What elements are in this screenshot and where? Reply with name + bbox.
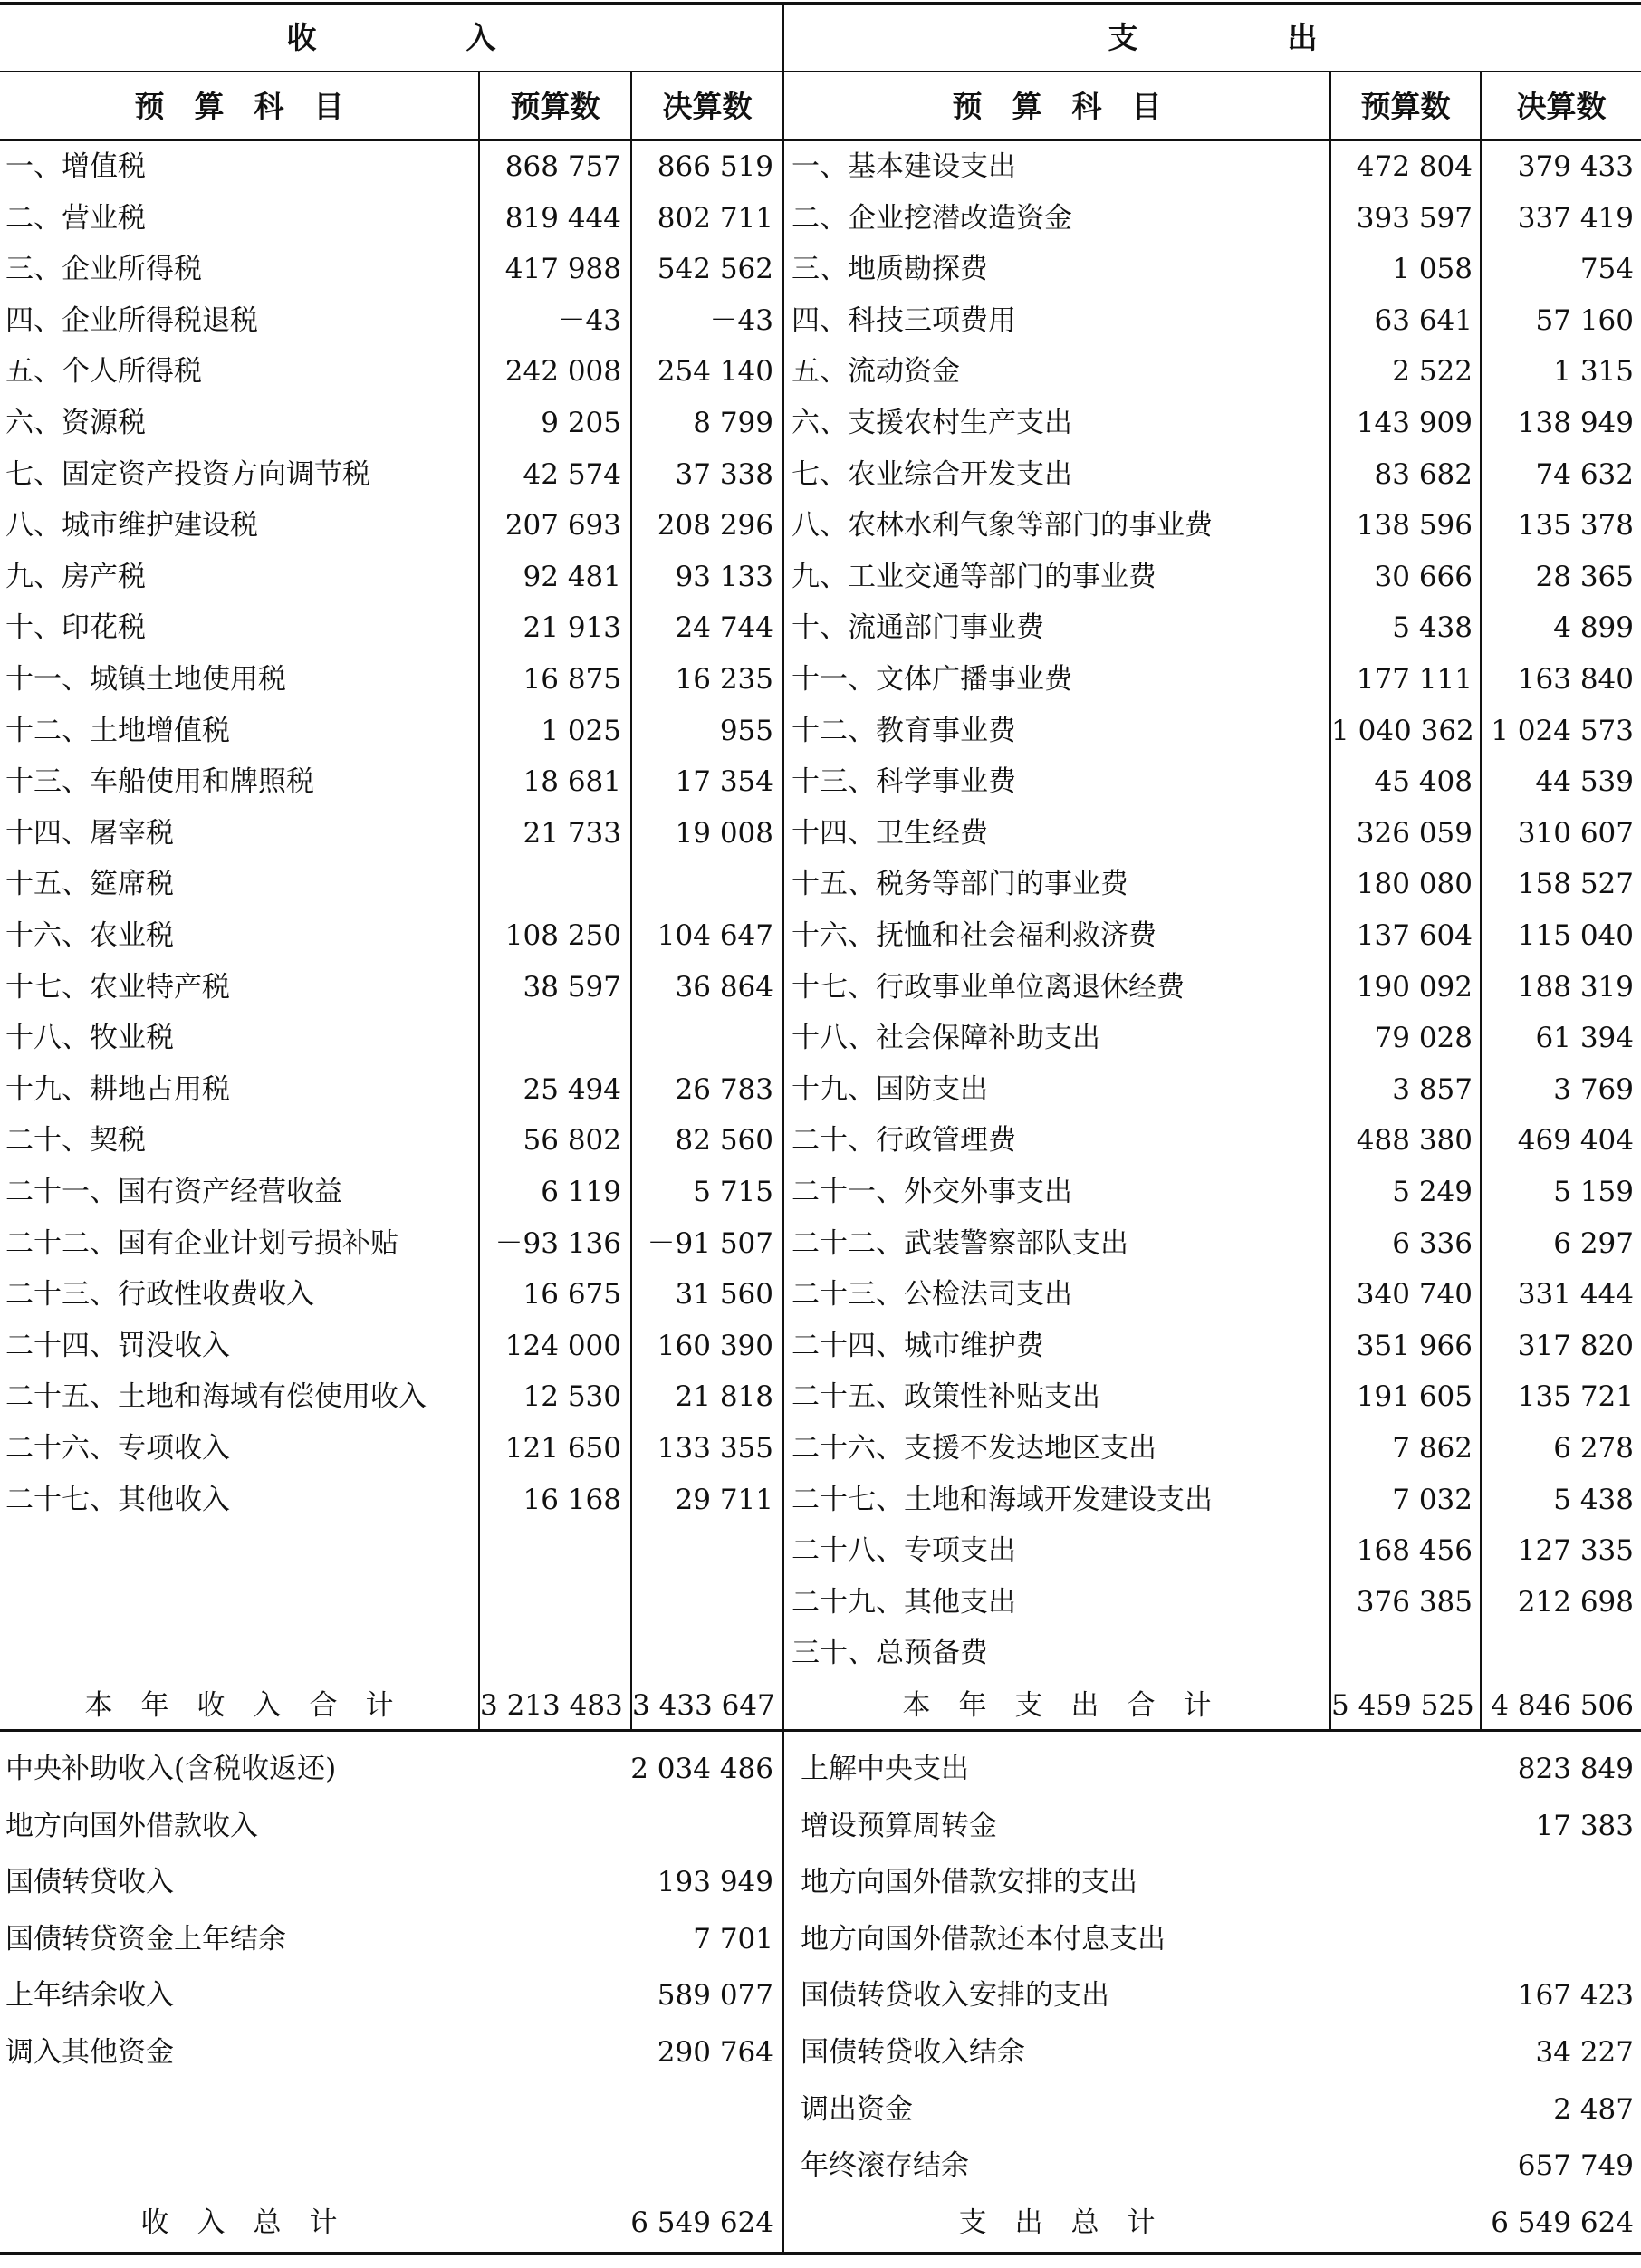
expense-row-final: 469 404 xyxy=(1517,1124,1634,1157)
expense-row-budget: 1 058 xyxy=(1392,253,1473,285)
expense-row-budget: 472 804 xyxy=(1356,150,1473,183)
expense-grand-total-label: 支 出 总 计 xyxy=(958,2206,1156,2239)
income-row-final: 160 390 xyxy=(657,1330,773,1362)
income-extra-item: 地方向国外借款收入 xyxy=(5,1810,258,1842)
expense-row-item: 八、农林水利气象等部门的事业费 xyxy=(792,509,1213,542)
income-row-item: 七、固定资产投资方向调节税 xyxy=(5,458,370,491)
expense-grand-total-value: 6 549 624 xyxy=(1491,2206,1634,2239)
expense-row-budget: 6 336 xyxy=(1392,1227,1473,1260)
income-extra-value: 589 077 xyxy=(657,1979,773,2012)
expense-row-final: 6 297 xyxy=(1553,1227,1634,1260)
income-item-header: 预 算 科 目 xyxy=(134,89,344,124)
income-row-item: 十二、土地增值税 xyxy=(5,715,230,747)
expense-row-budget: 83 682 xyxy=(1374,458,1473,491)
income-row-budget xyxy=(480,1577,621,1628)
expense-row-item: 十六、抚恤和社会福利救济费 xyxy=(792,919,1156,952)
expense-row-final: 310 607 xyxy=(1517,817,1634,850)
expense-row-final: 135 721 xyxy=(1517,1380,1634,1413)
income-extra-value: 193 949 xyxy=(657,1866,773,1898)
income-row-item: 九、房产税 xyxy=(5,561,146,593)
expense-row-final: 337 419 xyxy=(1517,202,1634,235)
expense-row-budget: 30 666 xyxy=(1374,561,1473,593)
income-row-item: 十四、屠宰税 xyxy=(5,817,174,850)
income-row-item xyxy=(5,1525,476,1576)
expense-row-final: 74 632 xyxy=(1535,458,1634,491)
income-row-item: 二十七、其他收入 xyxy=(5,1484,230,1516)
income-row-final: 5 715 xyxy=(693,1176,773,1208)
expense-subtotal-label: 本 年 支 出 合 计 xyxy=(902,1689,1212,1722)
expense-row-final: 1 315 xyxy=(1553,355,1634,388)
expense-extra-value: 167 423 xyxy=(1517,1979,1634,2012)
income-row-budget: 16 675 xyxy=(523,1278,621,1311)
expense-extra-value xyxy=(1331,1857,1634,1908)
income-row-item: 六、资源税 xyxy=(5,407,146,439)
income-extra-value xyxy=(480,1801,773,1851)
income-row-final: 8 799 xyxy=(693,407,773,439)
expense-row-budget: 1 040 362 xyxy=(1331,715,1474,747)
income-row-budget: 207 693 xyxy=(504,509,621,542)
income-row-item xyxy=(5,1577,476,1628)
expense-row-item: 二十七、土地和海域开发建设支出 xyxy=(792,1484,1213,1516)
income-extra-value: 7 701 xyxy=(693,1923,773,1956)
income-subtotal-budget: 3 213 483 xyxy=(480,1689,623,1722)
income-row-budget: 819 444 xyxy=(504,202,621,235)
income-row-budget: 242 008 xyxy=(504,355,621,388)
expense-row-item: 二十九、其他支出 xyxy=(792,1586,1016,1619)
income-row-item: 十一、城镇土地使用税 xyxy=(5,663,286,696)
expense-extra-item: 增设预算周转金 xyxy=(801,1810,997,1842)
income-row-budget: 121 650 xyxy=(504,1432,621,1465)
income-grand-total-label: 收 入 总 计 xyxy=(140,2206,338,2239)
expense-row-item: 三十、总预备费 xyxy=(792,1637,988,1669)
income-row-budget: 56 802 xyxy=(523,1124,621,1157)
expense-row-budget: 5 438 xyxy=(1392,611,1473,644)
expense-row-item: 三、地质勘探费 xyxy=(792,253,988,285)
expense-row-budget: 340 740 xyxy=(1356,1278,1473,1311)
income-row-item: 二十一、国有资产经营收益 xyxy=(5,1176,342,1208)
expense-row-budget: 45 408 xyxy=(1374,765,1473,798)
expense-extra-value xyxy=(1331,1914,1634,1965)
income-row-final xyxy=(632,1525,773,1576)
income-row-budget: 9 205 xyxy=(541,407,621,439)
income-extra-item xyxy=(5,2140,476,2191)
expense-row-item: 十、流通部门事业费 xyxy=(792,611,1044,644)
income-row-item: 二十、契税 xyxy=(5,1124,146,1157)
income-row-item: 四、企业所得税退税 xyxy=(5,304,258,337)
expense-section-title: 支 出 xyxy=(1108,20,1318,55)
expense-row-final: 57 160 xyxy=(1535,304,1634,337)
income-row-budget: －43 xyxy=(557,304,621,337)
expense-row-final: 115 040 xyxy=(1517,919,1634,952)
income-row-item: 二十六、专项收入 xyxy=(5,1432,230,1465)
income-row-final: 17 354 xyxy=(675,765,773,798)
expense-row-budget: 3 857 xyxy=(1392,1073,1473,1106)
income-row-final: 93 133 xyxy=(675,561,773,593)
expense-row-item: 十七、行政事业单位离退休经费 xyxy=(792,971,1185,1004)
expense-row-final: 212 698 xyxy=(1517,1586,1634,1619)
income-extra-item: 国债转贷收入 xyxy=(5,1866,174,1898)
income-row-budget xyxy=(480,1013,621,1063)
income-row-item: 五、个人所得税 xyxy=(5,355,202,388)
expense-row-budget: 5 249 xyxy=(1392,1176,1473,1208)
expense-extra-item: 年终滚存结余 xyxy=(801,2149,969,2182)
expense-extra-item: 上解中央支出 xyxy=(801,1753,969,1785)
income-row-final: 26 783 xyxy=(675,1073,773,1106)
expense-budget-header: 预算数 xyxy=(1360,89,1451,124)
income-row-budget: 16 168 xyxy=(523,1484,621,1516)
expense-row-budget: 7 862 xyxy=(1392,1432,1473,1465)
top-rule xyxy=(0,2,1641,5)
income-row-item: 十五、筵席税 xyxy=(5,868,174,900)
income-row-item: 十七、农业特产税 xyxy=(5,971,230,1004)
expense-row-budget: 393 597 xyxy=(1356,202,1473,235)
income-row-budget: 417 988 xyxy=(504,253,621,285)
expense-row-item: 二十三、公检法司支出 xyxy=(792,1278,1072,1311)
expense-row-budget: 2 522 xyxy=(1392,355,1473,388)
expense-row-budget: 351 966 xyxy=(1356,1330,1473,1362)
expense-extra-item: 调出资金 xyxy=(801,2093,913,2126)
expense-extra-value: 34 227 xyxy=(1535,2036,1634,2069)
expense-extra-value: 823 849 xyxy=(1517,1753,1634,1785)
income-row-budget: 18 681 xyxy=(523,765,621,798)
expense-row-item: 十四、卫生经费 xyxy=(792,817,988,850)
expense-row-budget: 177 111 xyxy=(1356,663,1473,696)
income-row-final xyxy=(632,859,773,909)
expense-row-budget: 63 641 xyxy=(1374,304,1473,337)
income-row-item: 十九、耕地占用税 xyxy=(5,1073,230,1106)
expense-row-final: 754 xyxy=(1579,253,1634,285)
income-extra-value: 290 764 xyxy=(657,2036,773,2069)
income-row-budget: 124 000 xyxy=(504,1330,621,1362)
expense-row-budget: 326 059 xyxy=(1356,817,1473,850)
income-row-final: 21 818 xyxy=(675,1380,773,1413)
income-subtotal-label: 本 年 收 入 合 计 xyxy=(84,1689,394,1722)
income-row-final: 24 744 xyxy=(675,611,773,644)
expense-row-budget: 168 456 xyxy=(1356,1534,1473,1567)
expense-row-item: 五、流动资金 xyxy=(792,355,960,388)
income-row-item: 十、印花税 xyxy=(5,611,146,644)
income-row-final: 19 008 xyxy=(675,817,773,850)
expense-row-item: 九、工业交通等部门的事业费 xyxy=(792,561,1156,593)
income-row-budget: －93 136 xyxy=(494,1227,621,1260)
income-row-final: 29 711 xyxy=(675,1484,773,1516)
income-row-budget: 21 913 xyxy=(523,611,621,644)
expense-row-budget: 138 596 xyxy=(1356,509,1473,542)
expense-row-final: 28 365 xyxy=(1535,561,1634,593)
expense-row-budget: 376 385 xyxy=(1356,1586,1473,1619)
expense-row-item: 七、农业综合开发支出 xyxy=(792,458,1072,491)
expense-extra-item: 地方向国外借款安排的支出 xyxy=(801,1866,1137,1898)
income-extra-value: 2 034 486 xyxy=(630,1753,773,1785)
income-row-final: 866 519 xyxy=(657,150,773,183)
income-extra-item: 上年结余收入 xyxy=(5,1979,174,2012)
expense-row-item: 二十二、武装警察部队支出 xyxy=(792,1227,1128,1260)
income-row-final: 254 140 xyxy=(657,355,773,388)
expense-row-item: 二十、行政管理费 xyxy=(792,1124,1016,1157)
income-row-item: 二、营业税 xyxy=(5,202,146,235)
income-row-item: 二十三、行政性收费收入 xyxy=(5,1278,314,1311)
income-row-budget: 1 025 xyxy=(541,715,621,747)
income-row-item: 十六、农业税 xyxy=(5,919,174,952)
income-row-final xyxy=(632,1577,773,1628)
income-final-header: 决算数 xyxy=(662,89,753,124)
expense-extra-value: 2 487 xyxy=(1553,2093,1634,2126)
income-row-final xyxy=(632,1013,773,1063)
bottom-rule xyxy=(0,2252,1641,2255)
expense-row-item: 十二、教育事业费 xyxy=(792,715,1016,747)
expense-row-item: 二、企业挖潜改造资金 xyxy=(792,202,1072,235)
expense-row-final: 61 394 xyxy=(1535,1022,1634,1054)
income-row-budget xyxy=(480,1628,621,1678)
expense-extra-item: 国债转贷收入结余 xyxy=(801,2036,1025,2069)
expense-row-final: 1 024 573 xyxy=(1491,715,1634,747)
income-row-final: 36 864 xyxy=(675,971,773,1004)
income-row-budget xyxy=(480,859,621,909)
income-row-item: 三、企业所得税 xyxy=(5,253,202,285)
income-row-budget: 25 494 xyxy=(523,1073,621,1106)
expense-row-budget: 180 080 xyxy=(1356,868,1473,900)
expense-row-budget: 137 604 xyxy=(1356,919,1473,952)
expense-row-budget: 488 380 xyxy=(1356,1124,1473,1157)
income-grand-total-value: 6 549 624 xyxy=(630,2206,773,2239)
income-row-final: 802 711 xyxy=(657,202,773,235)
income-row-final: 104 647 xyxy=(657,919,773,952)
expense-subtotal-final: 4 846 506 xyxy=(1491,1689,1634,1722)
income-row-budget: 42 574 xyxy=(523,458,621,491)
expense-row-final: 188 319 xyxy=(1517,971,1634,1004)
income-extra-value xyxy=(480,2140,773,2191)
expense-row-final: 138 949 xyxy=(1517,407,1634,439)
income-row-budget: 868 757 xyxy=(504,150,621,183)
expense-row-item: 四、科技三项费用 xyxy=(792,304,1016,337)
income-row-item: 十八、牧业税 xyxy=(5,1022,174,1054)
expense-row-item: 二十一、外交外事支出 xyxy=(792,1176,1072,1208)
expense-row-final: 135 378 xyxy=(1517,509,1634,542)
income-row-item: 二十五、土地和海域有偿使用收入 xyxy=(5,1380,427,1413)
expense-row-final: 331 444 xyxy=(1517,1278,1634,1311)
income-row-item: 一、增值税 xyxy=(5,150,146,183)
expense-row-item: 一、基本建设支出 xyxy=(792,150,1016,183)
expense-row-item: 十三、科学事业费 xyxy=(792,765,1016,798)
expense-row-final: 4 899 xyxy=(1553,611,1634,644)
expense-row-final: 6 278 xyxy=(1553,1432,1634,1465)
income-row-final: 955 xyxy=(719,715,773,747)
expense-row-final: 127 335 xyxy=(1517,1534,1634,1567)
expense-row-item: 六、支援农村生产支出 xyxy=(792,407,1072,439)
income-row-final: －43 xyxy=(709,304,773,337)
expense-row-item: 十五、税务等部门的事业费 xyxy=(792,868,1128,900)
expense-item-header: 预 算 科 目 xyxy=(952,89,1162,124)
income-row-item xyxy=(5,1628,476,1678)
income-row-budget: 38 597 xyxy=(523,971,621,1004)
income-budget-header: 预算数 xyxy=(510,89,600,124)
expense-extra-value: 17 383 xyxy=(1535,1810,1634,1842)
income-extra-item: 调入其他资金 xyxy=(5,2036,174,2069)
income-row-final xyxy=(632,1628,773,1678)
income-row-budget: 21 733 xyxy=(523,817,621,850)
expense-row-budget: 190 092 xyxy=(1356,971,1473,1004)
section-header-rule xyxy=(0,71,1641,72)
income-row-item: 二十二、国有企业计划亏损补贴 xyxy=(5,1227,398,1260)
income-row-budget: 6 119 xyxy=(541,1176,621,1208)
expense-row-budget xyxy=(1331,1628,1473,1678)
income-row-final: 133 355 xyxy=(657,1432,773,1465)
expense-final-header: 决算数 xyxy=(1516,89,1607,124)
income-row-final: 31 560 xyxy=(675,1278,773,1311)
center-divider xyxy=(782,4,784,2254)
expense-extra-item: 地方向国外借款还本付息支出 xyxy=(801,1923,1166,1956)
expense-row-item: 二十八、专项支出 xyxy=(792,1534,1016,1567)
expense-row-final: 163 840 xyxy=(1517,663,1634,696)
expense-row-item: 二十六、支援不发达地区支出 xyxy=(792,1432,1156,1465)
income-row-item: 二十四、罚没收入 xyxy=(5,1330,230,1362)
expense-row-item: 十八、社会保障补助支出 xyxy=(792,1022,1100,1054)
expense-row-item: 二十四、城市维护费 xyxy=(792,1330,1044,1362)
expense-row-item: 二十五、政策性补贴支出 xyxy=(792,1380,1100,1413)
expense-extra-item: 国债转贷收入安排的支出 xyxy=(801,1979,1109,2012)
expense-row-item: 十九、国防支出 xyxy=(792,1073,988,1106)
income-row-final: 16 235 xyxy=(675,663,773,696)
expense-row-item: 十一、文体广播事业费 xyxy=(792,663,1072,696)
expense-row-budget: 79 028 xyxy=(1374,1022,1473,1054)
expense-extra-value: 657 749 xyxy=(1517,2149,1634,2182)
income-row-budget: 16 875 xyxy=(523,663,621,696)
income-extra-item xyxy=(5,2084,476,2135)
income-row-item: 八、城市维护建设税 xyxy=(5,509,258,542)
income-row-budget: 12 530 xyxy=(523,1380,621,1413)
income-row-final: －91 507 xyxy=(647,1227,773,1260)
expense-row-final xyxy=(1482,1628,1634,1678)
expense-row-final: 379 433 xyxy=(1517,150,1634,183)
income-section-title: 收 入 xyxy=(286,20,496,55)
expense-row-final: 5 438 xyxy=(1553,1484,1634,1516)
income-row-final: 37 338 xyxy=(675,458,773,491)
expense-row-final: 44 539 xyxy=(1535,765,1634,798)
expense-row-budget: 7 032 xyxy=(1392,1484,1473,1516)
income-extra-value xyxy=(480,2084,773,2135)
expense-row-budget: 143 909 xyxy=(1356,407,1473,439)
expense-row-final: 5 159 xyxy=(1553,1176,1634,1208)
expense-row-final: 317 820 xyxy=(1517,1330,1634,1362)
expense-row-final: 158 527 xyxy=(1517,868,1634,900)
income-row-final: 82 560 xyxy=(675,1124,773,1157)
expense-row-final: 3 769 xyxy=(1553,1073,1634,1106)
income-row-final: 542 562 xyxy=(657,253,773,285)
expense-subtotal-budget: 5 459 525 xyxy=(1331,1689,1474,1722)
income-row-budget: 108 250 xyxy=(504,919,621,952)
income-row-budget xyxy=(480,1525,621,1576)
expense-row-budget: 191 605 xyxy=(1356,1380,1473,1413)
income-extra-item: 中央补助收入(含税收返还) xyxy=(5,1753,337,1785)
income-row-budget: 92 481 xyxy=(523,561,621,593)
income-extra-item: 国债转贷资金上年结余 xyxy=(5,1923,286,1956)
income-subtotal-final: 3 433 647 xyxy=(632,1689,775,1722)
income-row-final: 208 296 xyxy=(657,509,773,542)
income-row-item: 十三、车船使用和牌照税 xyxy=(5,765,314,798)
